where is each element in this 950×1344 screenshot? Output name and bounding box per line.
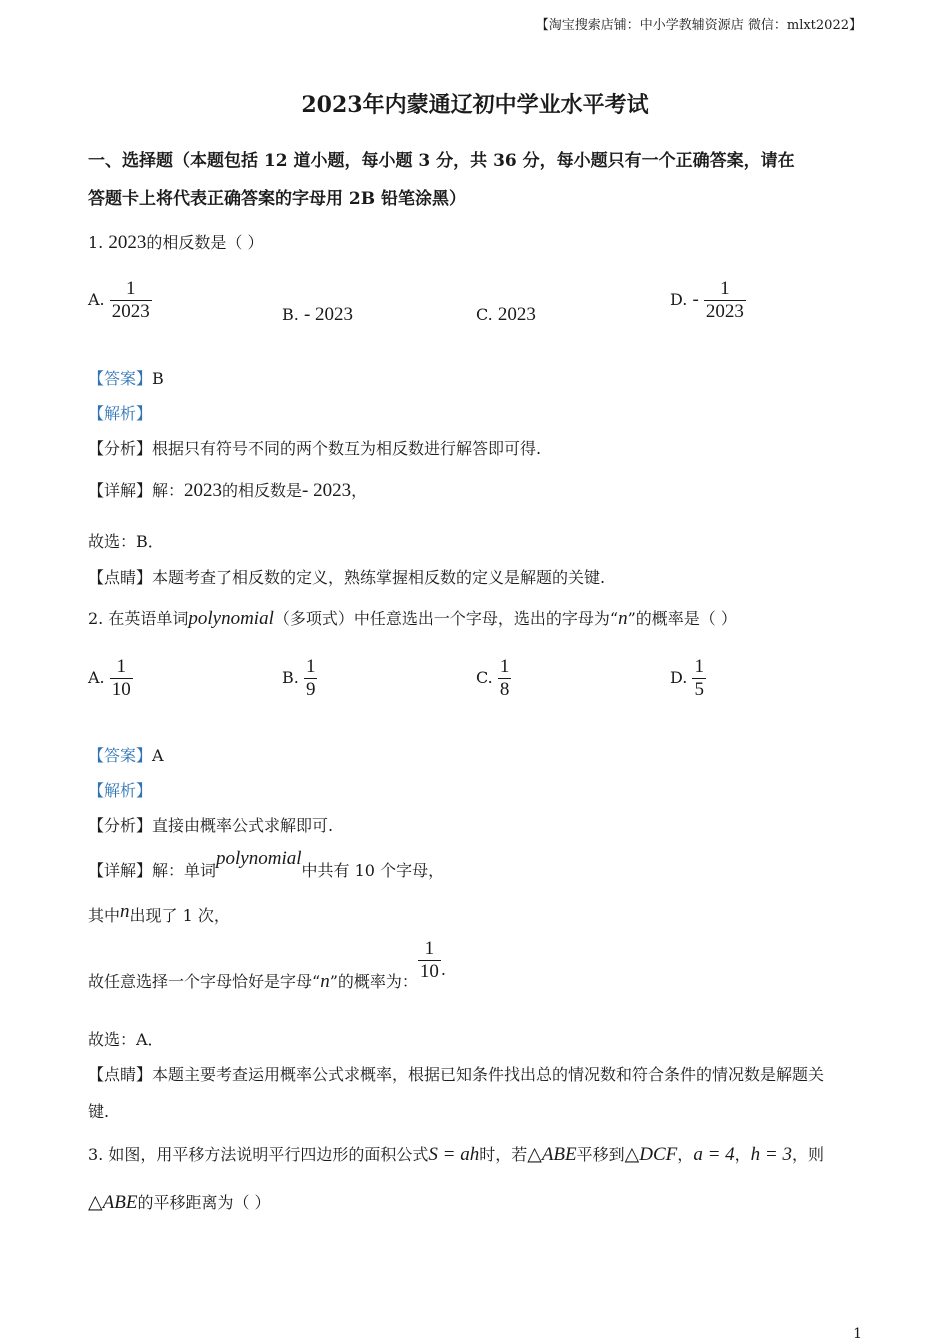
fraction: $\frac{1}{9}$ bbox=[305, 656, 316, 700]
answer-tag: 【答案】 bbox=[88, 369, 153, 388]
detail-line: 【详解】解：2023的相反数是- 2023， bbox=[88, 480, 368, 501]
question-number: 1. bbox=[88, 233, 104, 252]
option-b[interactable]: B. - 2023 bbox=[282, 304, 354, 325]
fraction: $\frac{1}{5}$ bbox=[694, 656, 704, 700]
math-value: 2023 bbox=[108, 232, 147, 253]
option-a[interactable]: A. $\frac{1}{2023}$ bbox=[88, 278, 150, 322]
section-heading-line1: 一、选择题（本题包括 12 道小题，每小题 3 分，共 36 分，每小题只有一个正确答案，请在 bbox=[88, 151, 795, 171]
detail-line-3: 故任意选择一个字母恰好是字母“n”的概率为： $\frac{1}{10}$ . bbox=[88, 938, 446, 992]
fenxi-line: 【分析】根据只有符号不同的两个数互为相反数进行解答即可得. bbox=[88, 439, 542, 458]
option-b[interactable]: B. $\frac{1}{9}$ bbox=[282, 656, 316, 700]
choice-line: 故选：A． bbox=[88, 1030, 164, 1049]
choice-line: 故选：B． bbox=[88, 532, 164, 551]
page-title: 2023年内蒙通辽初中学业水平考试 bbox=[301, 92, 649, 118]
option-d[interactable]: D. $\frac{1}{5}$ bbox=[670, 656, 704, 700]
option-d[interactable]: D. - $\frac{1}{2023}$ bbox=[670, 278, 744, 322]
fraction: $\frac{1}{10}$ bbox=[111, 656, 131, 700]
header-note: 【淘宝搜索店铺：中小学教辅资源店 微信：mlxt2022】 bbox=[535, 18, 862, 33]
fraction: $\frac{1}{8}$ bbox=[499, 656, 510, 700]
analysis-tag: 【解析】 bbox=[88, 404, 153, 423]
question-2: 2. 在英语单词polynomial（多项式）中任意选出一个字母，选出的字母为“n”的概率是（ ） bbox=[88, 608, 737, 629]
question-1 bbox=[88, 230, 263, 254]
option-a[interactable]: A. $\frac{1}{10}$ bbox=[88, 656, 131, 700]
comment-line-cont: 键. bbox=[88, 1102, 110, 1121]
detail-line-2: 其中n出现了 1 次， bbox=[88, 901, 230, 925]
answer-line: 【答案】B bbox=[88, 369, 164, 388]
page-number: 1 bbox=[853, 1326, 862, 1342]
option-c[interactable]: C. 2023 bbox=[476, 304, 536, 325]
fenxi-line: 【分析】直接由概率公式求解即可. bbox=[88, 816, 334, 835]
analysis-tag: 【解析】 bbox=[88, 781, 153, 800]
answer-line: 【答案】A bbox=[88, 746, 164, 765]
section-heading-line2: 答题卡上将代表正确答案的字母用 2B 铅笔涂黑） bbox=[88, 189, 467, 209]
question-text: 的相反数是（ ） bbox=[146, 233, 264, 252]
fraction: $\frac{1}{2023}$ bbox=[705, 278, 744, 322]
comment-line: 【点睛】本题主要考查运用概率公式求概率，根据已知条件找出总的情况数和符合条件的情况数是解题关 bbox=[88, 1065, 825, 1084]
question-3-line2: △ABE的平移距离为（ ） bbox=[88, 1192, 271, 1213]
answer-tag: 【答案】 bbox=[88, 746, 153, 765]
comment-line: 【点睛】本题考查了相反数的定义，熟练掌握相反数的定义是解题的关键. bbox=[88, 568, 606, 587]
question-3: 3. 如图，用平移方法说明平行四边形的面积公式S = ah时，若△ABE平移到△DCF，a = 4，h = 3，则 bbox=[88, 1144, 824, 1165]
fraction: $\frac{1}{10}$ bbox=[419, 938, 439, 982]
fraction: $\frac{1}{2023}$ bbox=[111, 278, 150, 322]
detail-line: 【详解】解：单词polynomial中共有 10 个字母， bbox=[88, 848, 445, 880]
option-c[interactable]: C. $\frac{1}{8}$ bbox=[476, 656, 510, 700]
